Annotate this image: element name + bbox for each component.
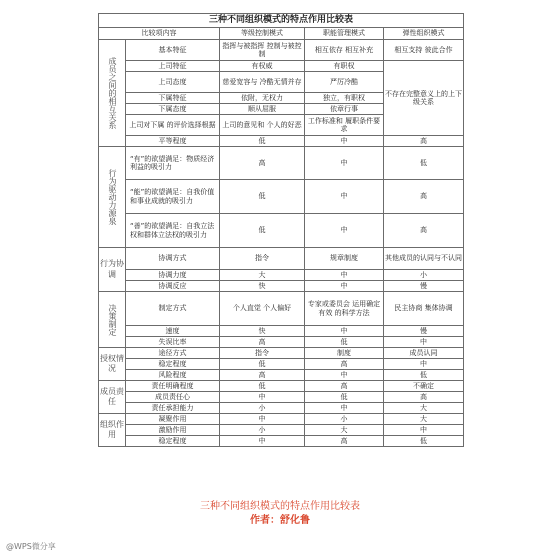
- row-label: “能”的欲望满足：自我价值和事业成就的吸引力: [126, 180, 220, 214]
- cell-hierarchy: 中: [220, 436, 305, 447]
- table-row: [99, 348, 464, 359]
- cell-functional: 工作标准和 履职条件要求: [305, 115, 384, 136]
- cell-flexible: 低: [384, 436, 464, 447]
- cell-hierarchy: 低: [220, 381, 305, 392]
- row-label: 稳定程度: [126, 436, 220, 447]
- group-label-coordination: 行为协调: [99, 248, 126, 292]
- cell-flexible: 低: [384, 147, 464, 180]
- cell-hierarchy: 低: [220, 359, 305, 370]
- cell-flexible: 中: [384, 359, 464, 370]
- cell-hierarchy: 小: [220, 403, 305, 414]
- cell-flexible: 民主协商 集体协调: [384, 292, 464, 326]
- row-label: 责任承担能力: [126, 403, 220, 414]
- table-row: [99, 40, 464, 61]
- cell-flexible: 大: [384, 403, 464, 414]
- cell-flexible: 其他成员的认同与不认同: [384, 248, 464, 270]
- row-label: 协调方式: [126, 248, 220, 270]
- table-row: [99, 359, 464, 370]
- cell-functional: 中: [305, 326, 384, 337]
- cell-hierarchy: 高: [220, 147, 305, 180]
- row-label: 风险程度: [126, 370, 220, 381]
- table-row: [99, 381, 464, 392]
- cell-hierarchy: 高: [220, 337, 305, 348]
- cell-hierarchy: 顺从屈服: [220, 104, 305, 115]
- row-label: 失误比率: [126, 337, 220, 348]
- cell-functional: 有职权: [305, 61, 384, 72]
- row-label: 平等程度: [126, 136, 220, 147]
- group-label-relations: 成员之间的相互关系: [99, 40, 126, 147]
- table-row: [99, 414, 464, 425]
- table-row: [99, 281, 464, 292]
- table-row: [99, 270, 464, 281]
- cell-flexible: 高: [384, 136, 464, 147]
- cell-functional: 规章制度: [305, 248, 384, 270]
- table-row: [99, 326, 464, 337]
- caption-author: 作者：舒化鲁: [250, 515, 310, 526]
- cell-functional: 中: [305, 136, 384, 147]
- row-label: 协调反应: [126, 281, 220, 292]
- cell-functional: 大: [305, 425, 384, 436]
- cell-functional: 严厉冷酷: [305, 72, 384, 93]
- cell-functional: 小: [305, 414, 384, 425]
- cell-hierarchy: 指令: [220, 248, 305, 270]
- table-title: 三种不同组织模式的特点作用比较表: [99, 14, 464, 28]
- cell-hierarchy: 慈爱宽容与 冷酷无情并存: [220, 72, 305, 93]
- cell-functional: 专家或委员会 运用确定有效 的科学方法: [305, 292, 384, 326]
- cell-hierarchy: 低: [220, 180, 305, 214]
- comparison-table: [98, 13, 464, 447]
- cell-flexible: 小: [384, 270, 464, 281]
- table-row: [99, 292, 464, 326]
- row-label: 下属态度: [126, 104, 220, 115]
- header-flexible: 弹性组织模式: [384, 28, 464, 40]
- table-row: [99, 147, 464, 180]
- cell-flexible: 低: [384, 370, 464, 381]
- group-label-organization: 组织作用: [99, 414, 126, 447]
- cell-flexible: 高: [384, 214, 464, 248]
- cell-flexible: 高: [384, 180, 464, 214]
- cell-flexible: 大: [384, 414, 464, 425]
- table-row: [99, 180, 464, 214]
- table-row: [99, 403, 464, 414]
- row-label: 途径方式: [126, 348, 220, 359]
- cell-functional: 中: [305, 370, 384, 381]
- row-label: 凝聚作用: [126, 414, 220, 425]
- caption-title: 三种不同组织模式的特点作用比较表: [200, 501, 360, 512]
- cell-functional: 中: [305, 180, 384, 214]
- cell-flexible: 高: [384, 392, 464, 403]
- cell-flexible: 成员认同: [384, 348, 464, 359]
- cell-functional: 高: [305, 436, 384, 447]
- cell-functional: 高: [305, 381, 384, 392]
- table-row: [99, 214, 464, 248]
- cell-functional: 中: [305, 403, 384, 414]
- cell-hierarchy: 个人直觉 个人偏好: [220, 292, 305, 326]
- cell-hierarchy: 高: [220, 370, 305, 381]
- cell-hierarchy: 快: [220, 326, 305, 337]
- cell-functional: 独立，有职权: [305, 93, 384, 104]
- table-row: [99, 248, 464, 270]
- row-label: 成员责任心: [126, 392, 220, 403]
- cell-hierarchy: 低: [220, 136, 305, 147]
- cell-functional: 依章行事: [305, 104, 384, 115]
- table-row: [99, 392, 464, 403]
- row-label: 稳定程度: [126, 359, 220, 370]
- cell-functional: 中: [305, 270, 384, 281]
- cell-functional: 相互依存 相互补充: [305, 40, 384, 61]
- cell-flexible: 慢: [384, 281, 464, 292]
- caption: [0, 500, 560, 528]
- row-label: 基本特征: [126, 40, 220, 61]
- cell-hierarchy: 快: [220, 281, 305, 292]
- cell-hierarchy: 中: [220, 392, 305, 403]
- cell-hierarchy: 指挥与被指挥 控制与被控制: [220, 40, 305, 61]
- row-label: 制定方式: [126, 292, 220, 326]
- row-label: 责任明确程度: [126, 381, 220, 392]
- table-row: [99, 61, 464, 72]
- cell-hierarchy: 大: [220, 270, 305, 281]
- table-row: [99, 136, 464, 147]
- comparison-document: [98, 13, 463, 447]
- cell-flexible: 慢: [384, 326, 464, 337]
- cell-flexible: 中: [384, 425, 464, 436]
- cell-flexible: 不确定: [384, 381, 464, 392]
- cell-hierarchy: 低: [220, 214, 305, 248]
- cell-hierarchy: 小: [220, 425, 305, 436]
- table-row: [99, 436, 464, 447]
- cell-hierarchy: 指令: [220, 348, 305, 359]
- row-label: 下属特征: [126, 93, 220, 104]
- group-label-decision: 决策制定: [99, 292, 126, 348]
- header-hierarchy: 等级控制模式: [220, 28, 305, 40]
- cell-functional: 中: [305, 281, 384, 292]
- header-item: 比较项内容: [99, 28, 220, 40]
- cell-functional: 高: [305, 359, 384, 370]
- watermark: @WPS微分享: [6, 542, 56, 551]
- header-functional: 职能管理模式: [305, 28, 384, 40]
- group-label-authorization: 授权情况: [99, 348, 126, 381]
- table-row: [99, 370, 464, 381]
- row-label: “善”的欲望满足：自我立法权和群体立法权的吸引力: [126, 214, 220, 248]
- cell-hierarchy: 上司的意见和 个人的好恶: [220, 115, 305, 136]
- cell-flexible: 相互支持 彼此合作: [384, 40, 464, 61]
- cell-hierarchy: 中: [220, 414, 305, 425]
- row-label: 上司对下属 的评价选择根据: [126, 115, 220, 136]
- header-row: [99, 28, 464, 40]
- row-label: 速度: [126, 326, 220, 337]
- cell-hierarchy: 有权威: [220, 61, 305, 72]
- cell-flexible: 中: [384, 337, 464, 348]
- cell-functional: 低: [305, 337, 384, 348]
- group-label-drive: 行为驱动力源泉: [99, 147, 126, 248]
- cell-functional: 低: [305, 392, 384, 403]
- cell-functional: 中: [305, 147, 384, 180]
- cell-hierarchy: 依附，无权力: [220, 93, 305, 104]
- table-row: [99, 425, 464, 436]
- row-label: “有”的欲望满足：物质经济利益的吸引力: [126, 147, 220, 180]
- cell-functional: 中: [305, 214, 384, 248]
- cell-functional: 制度: [305, 348, 384, 359]
- row-label: 协调力度: [126, 270, 220, 281]
- group-label-responsibility: 成员责任: [99, 381, 126, 414]
- row-label: 激励作用: [126, 425, 220, 436]
- table-row: [99, 337, 464, 348]
- cell-flexible-relation: 不存在完整意义上的上下级关系: [384, 61, 464, 136]
- row-label: 上司特征: [126, 61, 220, 72]
- row-label: 上司态度: [126, 72, 220, 93]
